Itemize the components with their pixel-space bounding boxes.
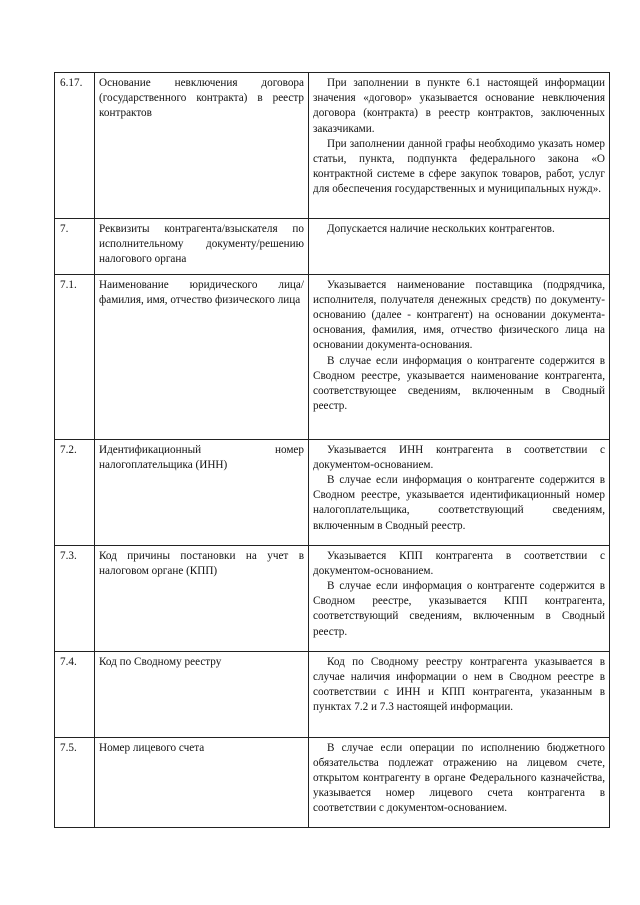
description-paragraph: Код по Сводному реестру контрагента указывается в случае наличия информации о нем в Сводном реестре в соответствии с ИНН и КПП контрагента, указанным в пунктах 7.2 и 7.3 настоящей информации. xyxy=(313,655,605,714)
description-paragraph: Допускается наличие нескольких контрагентов. xyxy=(327,223,555,235)
row-number: 7.5. xyxy=(55,737,95,827)
table-row xyxy=(55,737,610,827)
field-description xyxy=(309,651,610,737)
table-row xyxy=(55,651,610,737)
field-description xyxy=(309,737,610,827)
description-paragraph: Указывается наименование поставщика (подрядчика, исполнителя, получателя денежных средств) по документу-основанию (далее - контрагент) на основании документа-основания, фамилия, имя, отчество физического лица на основании документа-основания. xyxy=(313,278,605,352)
field-name: Номер лицевого счета xyxy=(95,737,309,827)
field-name: Код по Сводному реестру xyxy=(95,651,309,737)
field-name: Реквизиты контрагента/взыскателя по исполнительному документу/решению налогового органа xyxy=(95,219,309,275)
row-number: 7.3. xyxy=(55,545,95,651)
field-description xyxy=(309,219,610,275)
row-number: 7. xyxy=(55,219,95,275)
field-description xyxy=(309,274,610,439)
row-number: 7.4. xyxy=(55,651,95,737)
description-paragraph: При заполнении в пункте 6.1 настоящей информации значения «договор» указывается основание невключения договора (контракта) в реестр контрактов, заключенных заказчиками. xyxy=(313,77,605,135)
description-paragraph: Указывается ИНН контрагента в соответствии с документом-основанием. xyxy=(313,443,605,471)
field-description xyxy=(309,545,610,651)
row-number: 7.1. xyxy=(55,274,95,439)
row-number: 7.2. xyxy=(55,439,95,545)
description-paragraph: В случае если информация о контрагенте содержится в Сводном реестре, указывается идентификационный номер налогоплательщика, соответствующий сведениям, включенным в Сводный реестр. xyxy=(313,474,605,532)
description-paragraph: Указывается КПП контрагента в соответствии с документом-основанием. xyxy=(313,549,605,577)
table-row xyxy=(55,219,610,275)
table-body xyxy=(55,73,610,828)
description-paragraph: В случае если информация о контрагенте содержится в Сводном реестре, указывается наименование контрагента, соответствующее сведениям, включенным в Сводный реестр. xyxy=(313,354,605,413)
table-row xyxy=(55,73,610,219)
description-paragraph: В случае если информация о контрагенте содержится в Сводном реестре, указывается КПП контрагента, соответствующий сведениям, включенным в Сводный реестр. xyxy=(313,580,605,638)
table-row xyxy=(55,439,610,545)
table-row xyxy=(55,545,610,651)
document-table xyxy=(54,72,610,828)
field-name: Идентификационный номер налогоплательщика (ИНН) xyxy=(95,439,309,545)
row-number: 6.17. xyxy=(55,73,95,219)
field-name: Основание невключения договора (государственного контракта) в реестр контрактов xyxy=(95,73,309,219)
table-row xyxy=(55,274,610,439)
field-name: Код причины постановки на учет в налоговом органе (КПП) xyxy=(95,545,309,651)
description-paragraph: В случае если операции по исполнению бюджетного обязательства подлежат отражению на лицевом счете, открытом контрагенту в органе Федерального казначейства, указывается номер лицевого счета контрагента в соответствии с документом-основанием. xyxy=(313,741,605,815)
description-paragraph: При заполнении данной графы необходимо указать номер статьи, пункта, подпункта федерального закона «О контрактной системе в сфере закупок товаров, работ, услуг для обеспечения государственных и муниципальных нужд». xyxy=(313,137,605,196)
field-description xyxy=(309,73,610,219)
field-name: Наименование юридического лица/фамилия, имя, отчество физического лица xyxy=(95,274,309,439)
field-description xyxy=(309,439,610,545)
